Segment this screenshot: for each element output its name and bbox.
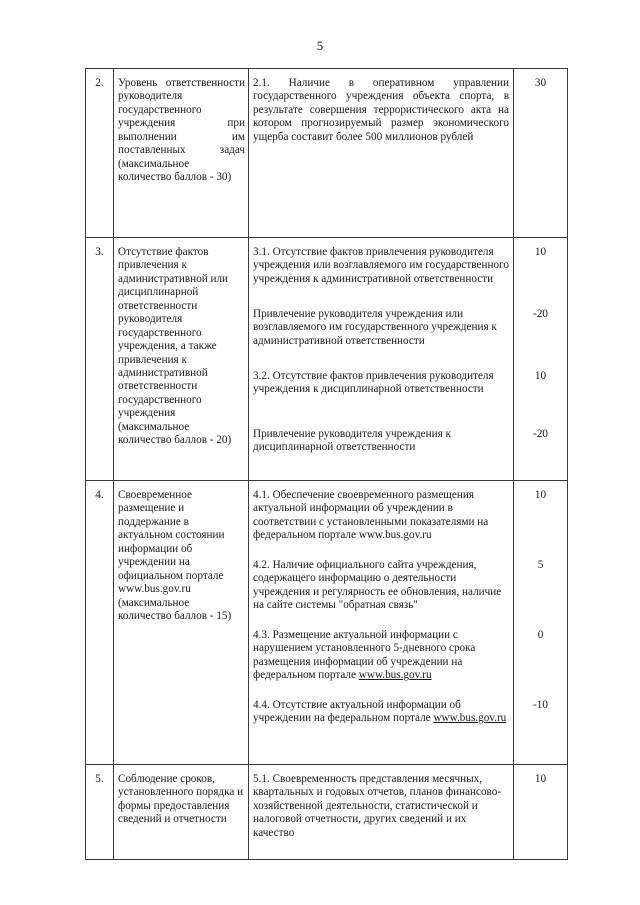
points-value: 0 xyxy=(537,629,544,641)
indicator-text xyxy=(253,629,509,699)
points-value: 10 xyxy=(534,489,547,501)
indicator-text: 5.1. Своевременность представления месячных, квартальных и годовых отчетов, планов финансово-хозяйственной деятельности, статистической и налоговой отчетности, других сведений и их качество xyxy=(253,773,502,839)
criterion-name-text: Соблюдение сроков, установленного порядка и формы предоставления сведений и отчетности xyxy=(118,773,244,826)
indicator-text: 3.2. Отсутствие фактов привлечения руководителя учреждения к дисциплинарной ответственности xyxy=(253,370,494,396)
points-value: 30 xyxy=(534,77,547,89)
points-cell xyxy=(514,69,568,238)
points-value: -10 xyxy=(533,699,548,711)
points-cell xyxy=(514,238,568,481)
row-number: 3. xyxy=(86,238,114,481)
indicator-cell xyxy=(249,238,514,481)
table-row xyxy=(86,69,568,238)
row-number: 2. xyxy=(86,69,114,238)
criterion-name-text: Отсутствие фактов привлечения к административной или дисциплинарной ответственности руководителя государственного учреждения, а также привлечения к административной ответственности государственного учреждения (максимальное количество баллов - 20) xyxy=(118,246,232,447)
indicator-text: 4.2. Наличие официального сайта учреждения, содержащего информацию о деятельности учреждения и регулярность ее обновления, наличие на сайте системы "обратная связь" xyxy=(253,559,502,612)
criterion-name-text: Своевременное размещение и поддержание в актуальном состоянии информации об учреждении на официальном портале www.bus.gov.ru (максимальное количество баллов - 15) xyxy=(118,489,232,622)
points-value: -20 xyxy=(533,428,548,440)
points-value: -20 xyxy=(533,308,548,320)
page-number: 5 xyxy=(316,38,324,53)
criterion-name xyxy=(114,238,249,481)
criterion-name xyxy=(114,765,249,860)
row-number: 5. xyxy=(86,765,114,860)
indicator-cell xyxy=(249,765,514,860)
indicator-cell xyxy=(249,481,514,765)
portal-link[interactable]: www.bus.gov.ru xyxy=(358,669,432,682)
points-value: 10 xyxy=(534,370,547,382)
indicator-text: Привлечение руководителя учреждения к дисциплинарной ответственности xyxy=(253,428,451,454)
indicator-text: 2.1. Наличие в оперативном управлении государственного учреждения объекта спорта, в результате совершения террористического акта на котором прогнозируемый размер экономического ущерба составит более 500 миллионов рублей xyxy=(253,77,509,143)
portal-link[interactable]: www.bus.gov.ru xyxy=(433,712,507,725)
indicator-text-part: 4.4. Отсутствие актуальной информации об учреждении на федеральном портале xyxy=(253,699,461,725)
points-value: 10 xyxy=(534,773,547,785)
criterion-name xyxy=(114,69,249,238)
indicator-text-part: 4.3. Размещение актуальной информации с нарушением установленного 5-дневного срока размещения информации об учреждении на федеральном портале xyxy=(253,629,476,682)
points-cell xyxy=(514,481,568,765)
indicator-text: Привлечение руководителя учреждения или возглавляемого им государственного учреждения к административной ответственности xyxy=(253,308,497,347)
table-row xyxy=(86,238,568,481)
points-value: 10 xyxy=(534,246,547,258)
points-value: 5 xyxy=(537,559,544,571)
criteria-table xyxy=(85,68,568,860)
row-number: 4. xyxy=(86,481,114,765)
table-row xyxy=(86,481,568,765)
indicator-text: 3.1. Отсутствие фактов привлечения руководителя учреждения или возглавляемого им государственного учреждения к административной ответственности xyxy=(253,246,509,285)
points-cell xyxy=(514,765,568,860)
table-row xyxy=(86,765,568,860)
indicator-text: 4.1. Обеспечение своевременного размещения актуальной информации об учреждении в соответствии с установленными показателями на федеральном портале www.bus.gov.ru xyxy=(253,489,489,542)
criterion-name-text: Уровень ответственности руководителя государственного учреждения при выполнении им поставленных задач (максимальное количество баллов - 30) xyxy=(118,77,245,184)
indicator-text xyxy=(253,699,509,726)
indicator-cell xyxy=(249,69,514,238)
criterion-name xyxy=(114,481,249,765)
